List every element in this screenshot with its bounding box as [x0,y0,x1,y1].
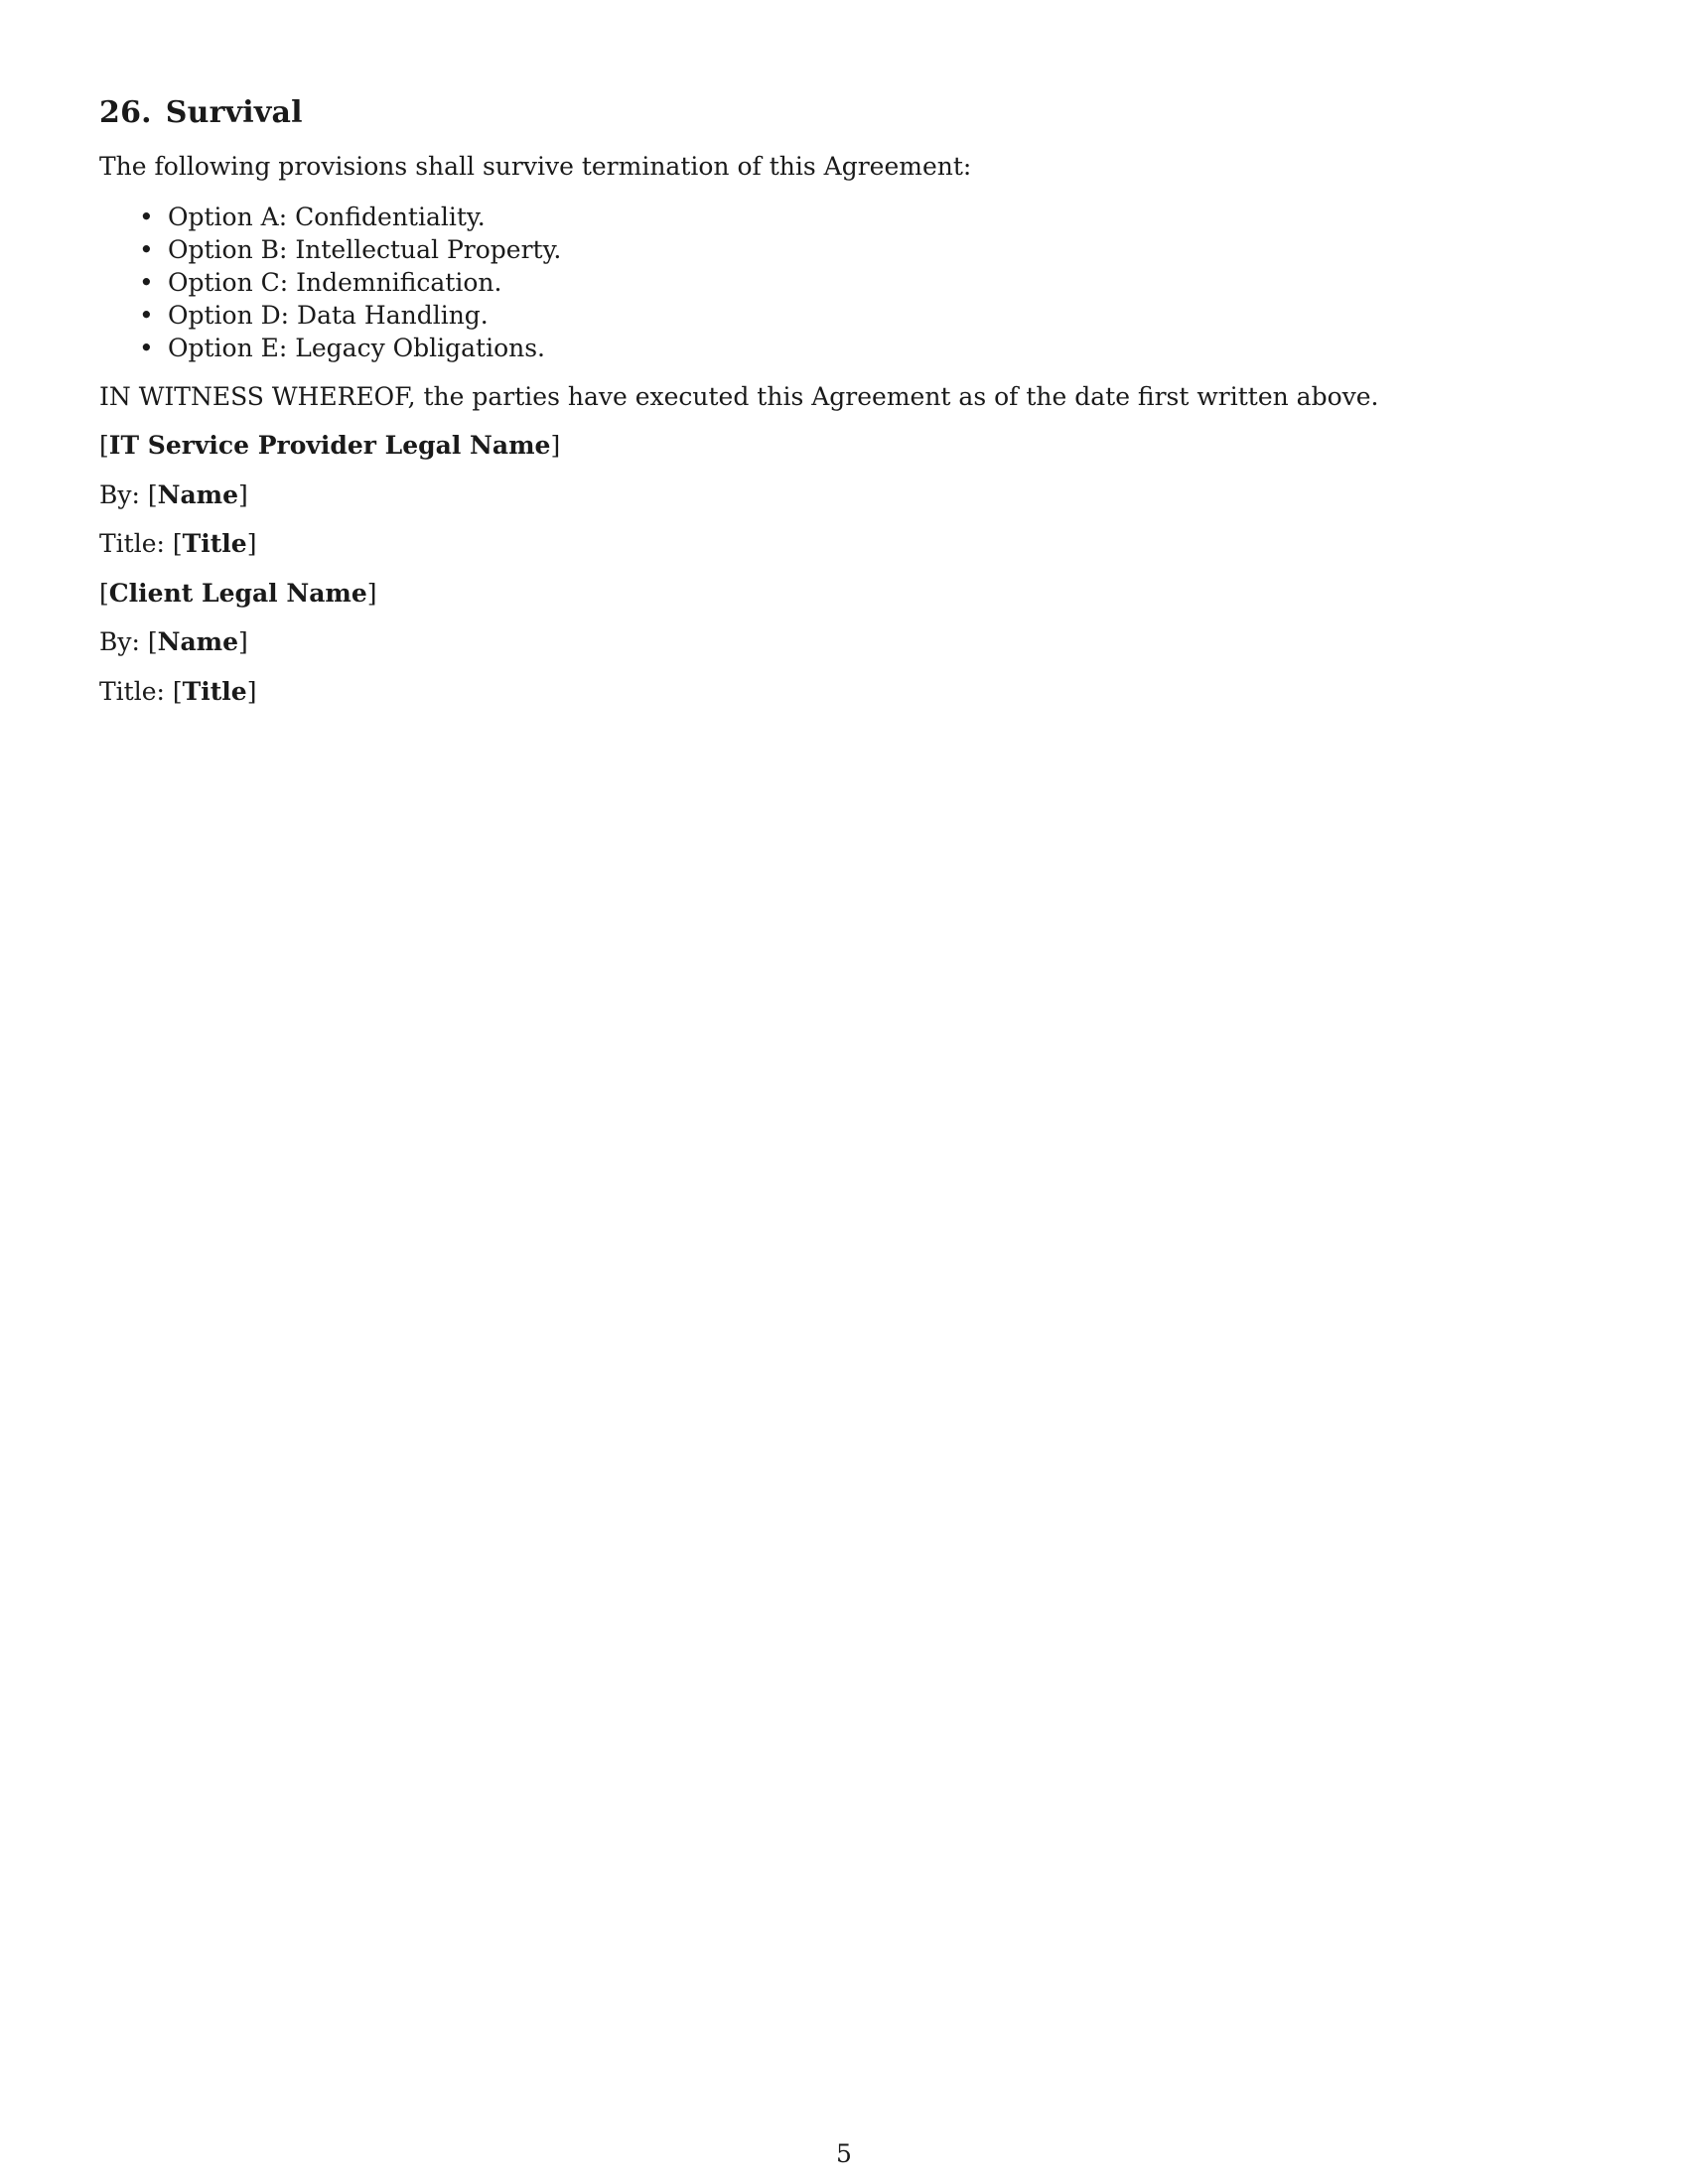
title-label: Title: [99,529,165,558]
bullet-icon: • [139,202,154,231]
by-label: By: [99,627,140,656]
provision-text: Option A: Confidentiality. [168,202,486,231]
section-title: Survival [165,95,303,130]
title-value: Title [182,529,247,558]
bullet-icon: • [139,300,154,330]
provider-party-name-text: IT Service Provider Legal Name [108,431,551,460]
provider-title-line: Title: [Title] [99,529,257,558]
provider-party-name: [IT Service Provider Legal Name] [99,431,561,460]
title-label: Title: [99,676,165,706]
client-by-line: By: [Name] [99,627,248,656]
by-value: Name [157,627,239,656]
document-page [99,95,1589,725]
provision-text: Option C: Indemnification. [168,267,502,297]
by-value: Name [157,479,239,509]
client-party-name-text: Client Legal Name [108,578,367,608]
bullet-icon: • [139,267,154,297]
section-heading [99,95,1589,131]
provision-text: Option B: Intellectual Property. [168,234,562,264]
section-intro: The following provisions shall survive termination of this Agreement: [99,152,972,181]
client-title-line: Title: [Title] [99,676,257,706]
provision-text: Option D: Data Handling. [168,300,489,330]
witness-clause: IN WITNESS WHEREOF, the parties have executed this Agreement as of the date first written above. [99,381,1379,411]
list-item [139,201,1589,233]
client-party-name: [Client Legal Name] [99,578,377,608]
list-item [139,266,1589,299]
list-item [139,332,1589,364]
list-item [139,233,1589,266]
provider-by-line: By: [Name] [99,479,248,509]
title-value: Title [182,676,247,706]
bullet-icon: • [139,234,154,264]
page-number: 5 [836,2139,852,2168]
provision-list [99,201,1589,364]
by-label: By: [99,479,140,509]
provision-text: Option E: Legacy Obligations. [168,333,546,362]
section-number: 26. [99,95,152,130]
list-item [139,299,1589,332]
bullet-icon: • [139,333,154,362]
